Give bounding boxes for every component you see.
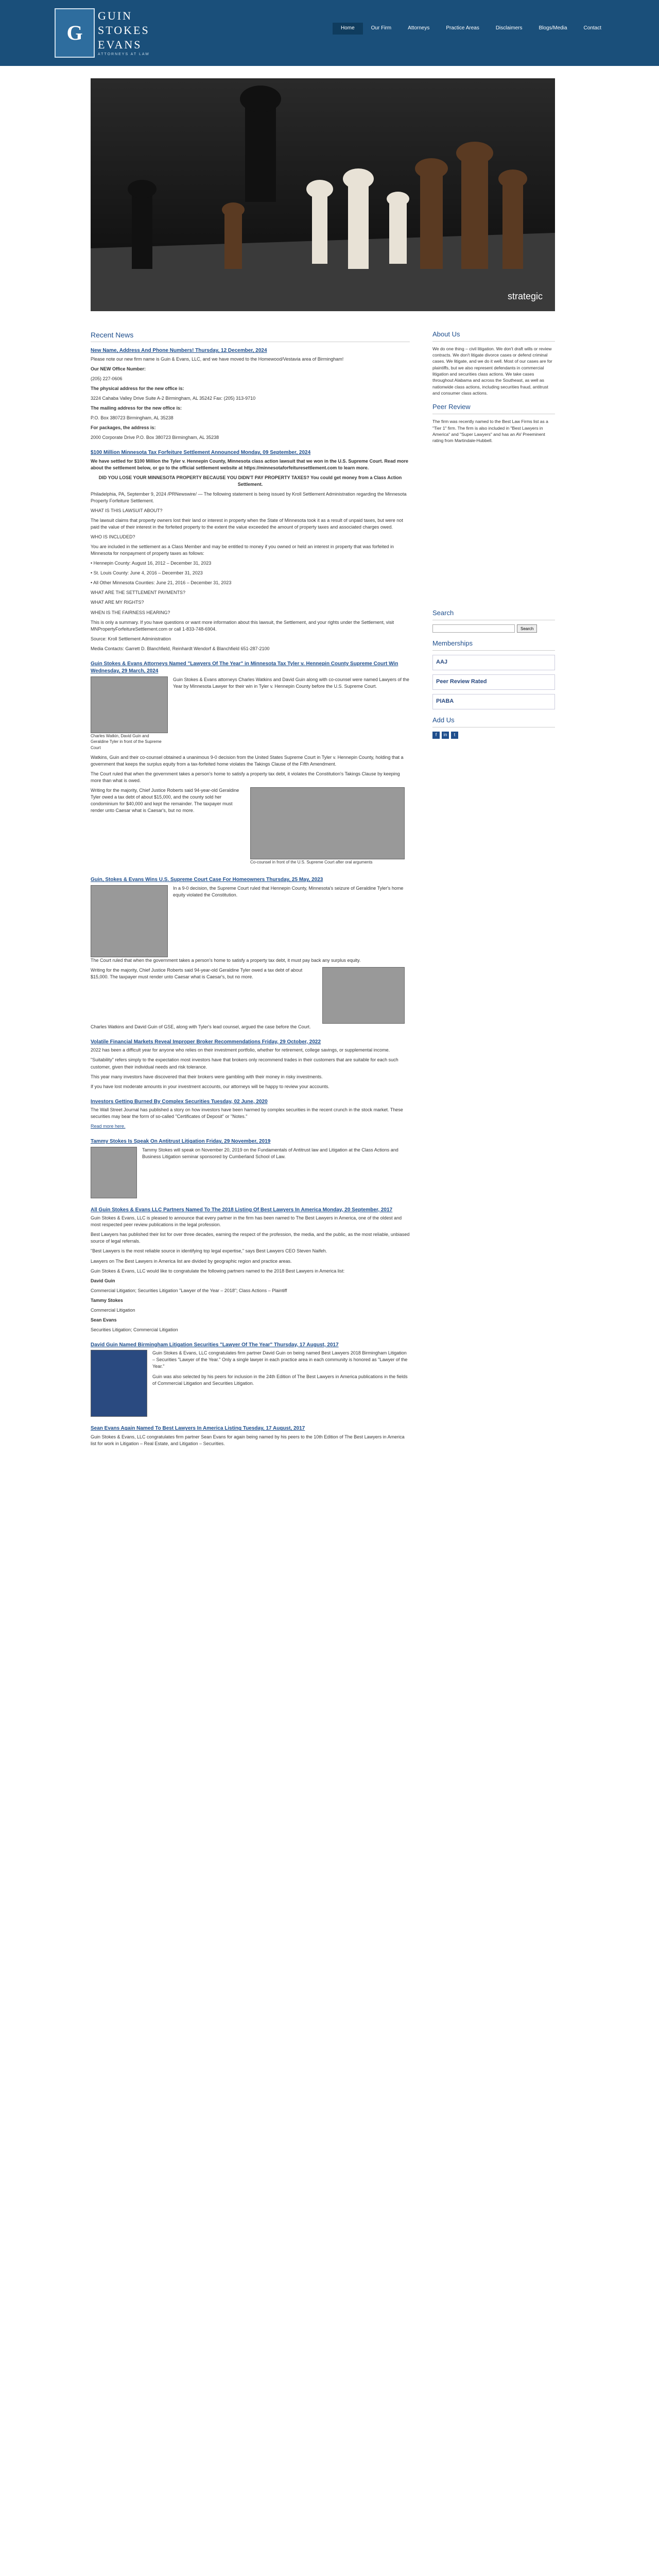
post-photo-block	[250, 787, 405, 869]
logo-line-3: EVANS	[98, 38, 142, 51]
post-heading: The mailing address for the new office is:	[91, 405, 182, 411]
site-header	[0, 0, 659, 66]
post-paragraph: Guin Stokes & Evans, LLC congratulates firm partner Sean Evans for again being named by his peers to the 10th Edition of The Best Lawyers in America list for work in Litigation – Real Estate, and Litigation – Securities.	[91, 1434, 405, 1446]
post-paragraph: Guin Stokes & Evans attorneys Charles Watkins and David Guin along with co-counsel were named Lawyers of the Year by Minnesota Lawyer for their win in Tyler v. Hennepin County before the U.S. Supreme Court.	[173, 676, 409, 689]
post-contacts: Media Contacts: Garrett D. Blanchfield, Reinhardt Wendorf & Blanchfield 651-287-2100	[91, 646, 270, 651]
attorney-areas: Commercial Litigation	[91, 1307, 135, 1313]
post-subheading: WHEN IS THE FAIRNESS HEARING?	[91, 609, 170, 615]
peer-review-badge: Peer Review Rated	[432, 674, 555, 690]
post-heading: For packages, the address is:	[91, 425, 156, 431]
news-post	[91, 876, 410, 1030]
supreme-court-building-photo	[91, 885, 168, 957]
post-media-row	[91, 967, 410, 1024]
attorney-areas: Commercial Litigation; Securities Litigation "Lawyer of the Year – 2018"; Class Actions – Plaintiff	[91, 1287, 287, 1293]
linkedin-icon[interactable]: in	[442, 732, 449, 739]
post-media-row	[91, 1147, 410, 1198]
attorney-name: Sean Evans	[91, 1317, 117, 1323]
recent-news-title: Recent News	[91, 330, 410, 342]
chess-illustration	[91, 78, 555, 311]
tammy-stokes-photo	[91, 1147, 137, 1198]
post-title-link[interactable]: David Guin Named Birmingham Litigation Securities "Lawyer Of The Year" Thursday, 17 August, 2017	[91, 1342, 339, 1348]
post-paragraph: (205) 227-0606	[91, 376, 123, 381]
post-paragraph: "Suitability" refers simply to the expectation most investors have that brokers only recommend trades in their customers that are suitable for each such customer, given their individual needs and risk tolerance.	[91, 1057, 398, 1070]
nav-practice-areas[interactable]: Practice Areas	[446, 25, 479, 31]
twitter-icon[interactable]: t	[451, 732, 458, 739]
post-paragraph: We have settled for $100 Million the Tyler v. Hennepin County, Minnesota class action lawsuit that we won in the U.S. Supreme Court. Read more about the settlement below, or go to the official settlement website at https://minnesotaforfeituresettlement.com to learn more.	[91, 458, 408, 470]
post-paragraph: 2000 Corporate Drive P.O. Box 380723 Birmingham, AL 35238	[91, 435, 219, 440]
search-input[interactable]	[432, 624, 515, 633]
post-source: Source: Kroll Settlement Administration	[91, 636, 171, 641]
post-photo-block	[91, 676, 168, 754]
aaj-badge: AAJ	[432, 655, 555, 670]
post-paragraph: Best Lawyers has published their list for over three decades, earning the respect of the profession, the media, and the public, as the most reliable, unbiased source of legal referrals.	[91, 1232, 410, 1244]
about-text: We do one thing – civil litigation. We don't draft wills or review contracts. We don't litigate divorce cases or defend criminal cases. We litigate, and we do it well. Most of our cases are for plaintiffs, but we also represent defendants in commercial litigation and securities class actions. We take cases throughout Alabama and across the Southeast, as well as nationwide class actions, including securities fraud, antitrust and consumer class actions.	[432, 346, 552, 396]
news-post	[91, 1039, 410, 1090]
logo-text	[98, 9, 150, 57]
search-title: Search	[432, 608, 555, 620]
post-media-row	[91, 787, 410, 869]
post-paragraph: Guin Stokes & Evans, LLC is pleased to announce that every partner in the firm has been named to The Best Lawyers in America, one of the oldest and most respected peer review publications in the legal profession.	[91, 1215, 402, 1228]
post-heading: The physical address for the new office is:	[91, 385, 184, 391]
facebook-icon[interactable]: f	[432, 732, 440, 739]
post-title-link[interactable]: Sean Evans Again Named To Best Lawyers In America Listing Tuesday, 17 August, 2017	[91, 1426, 305, 1432]
post-paragraph: Writing for the majority, Chief Justice Roberts said 94-year-old Geraldine Tyler owed a tax debt of about $15,000, and the county sold her condominium for $40,000 and kept the remainder. The taxpayer must render unto Caesar what is Caesar's, but no more.	[91, 787, 239, 813]
nav-our-firm[interactable]: Our Firm	[371, 25, 392, 31]
nav-disclaimers[interactable]: Disclaimers	[495, 25, 523, 31]
post-paragraph: Please note our new firm name is Guin & Evans, LLC, and we have moved to the Homewood/Vestavia area of Birmingham!	[91, 356, 344, 362]
post-paragraph: This is only a summary. If you have questions or want more information about this lawsuit, the Settlement, and your rights under the Settlement, visit MNPropertyForfeitureSettlement.com or call 1-833-748-6904.	[91, 619, 394, 632]
photo-caption: Charles Watkin, David Guin and Geraldine Tyler in front of the Supreme Court	[91, 733, 162, 750]
logo-line-2: STOKES	[98, 23, 150, 37]
post-paragraph: Guin Stokes & Evans, LLC congratulates firm partner David Guin on being named Best Lawyers 2018 Birmingham Litigation – Securities "Lawyer of the Year." Only a single lawyer in each practice area in each community is honored as "Lawyer of the Year."	[152, 1350, 408, 1369]
news-post	[91, 1207, 410, 1333]
post-title-link[interactable]: Guin, Stokes & Evans Wins U.S. Supreme Court Case For Homeowners Thursday, 25 May, 2023	[91, 877, 323, 883]
post-title-link[interactable]: All Guin Stokes & Evans LLC Partners Named To The 2018 Listing Of Best Lawyers In America Monday, 20 September, 2017	[91, 1207, 393, 1213]
post-paragraph: The Court ruled that when the government takes a person's home to satisfy a property tax debt, it must pay back any surplus equity.	[91, 957, 361, 963]
post-paragraph: Watkins, Guin and their co-counsel obtained a unanimous 9-0 decision from the United States Supreme Court in Tyler v. Hennepin County, holding that a government that keeps the surplus equity from a tax-forfeited home violates the Takings Clause of the Fifth Amendment.	[91, 754, 404, 767]
piaba-badge: PIABA	[432, 694, 555, 709]
nav-blogs-media[interactable]: Blogs/Media	[539, 25, 567, 31]
nav-contact[interactable]: Contact	[583, 25, 601, 31]
post-paragraph: "Best Lawyers is the most reliable source in identifying top legal expertise," says Best Lawyers CEO Steven Naifeh.	[91, 1248, 327, 1254]
hero-caption: strategic	[507, 291, 543, 301]
news-post	[91, 347, 410, 441]
attorney-name: David Guin	[91, 1278, 115, 1283]
hero-image	[91, 78, 555, 311]
peer-review-text: The firm was recently named to the Best Law Firms list as a "Tier 1" firm. The firm is also included in "Best Lawyers in America" and "Super Lawyers" and has an AV Preeminent rating from Martindale-Hubbell.	[432, 419, 548, 444]
news-post	[91, 660, 410, 869]
post-paragraph: Lawyers on The Best Lawyers in America list are divided by geographic region and practice areas.	[91, 1258, 292, 1264]
peer-review-title: Peer Review	[432, 402, 555, 414]
post-list-item: • Hennepin County: August 16, 2012 – December 31, 2023	[91, 561, 212, 566]
post-paragraph: This year many investors have discovered that their brokers were gambling with their money in risky investments.	[91, 1074, 323, 1079]
post-paragraph: Writing for the majority, Chief Justice Roberts said 94-year-old Geraldine Tyler owed a tax debt of about $15,000. The taxpayer must render unto Caesar what is Caesar's, but no more.	[91, 967, 303, 979]
main-content	[91, 330, 410, 1455]
add-us-title: Add Us	[432, 716, 555, 727]
news-post	[91, 1098, 410, 1130]
post-paragraph: Charles Watkins and David Guin of GSE, along with Tyler's lead counsel, argued the case before the Court.	[91, 1024, 311, 1029]
post-paragraph: Guin Stokes & Evans, LLC would like to congratulate the following partners named to the 2018 Best Lawyers in America list:	[91, 1268, 345, 1274]
post-paragraph: The Wall Street Journal has published a story on how investors have been harmed by complex securities in the recent crunch in the stock market. These securities may bear the form of so-called "Certificates of Deposit" or "Notes."	[91, 1107, 403, 1120]
post-text-column	[152, 1350, 410, 1417]
post-paragraph: In a 9-0 decision, the Supreme Court ruled that Hennepin County, Minnesota's seizure of Geraldine Tyler's home equity violated the Constitution.	[173, 885, 404, 897]
main-nav	[333, 23, 610, 35]
logo-mark	[55, 8, 95, 58]
post-paragraph: 2022 has been a difficult year for anyone who relies on their investment portfolio, whether for retirement, college savings, or supplemental income.	[91, 1047, 390, 1053]
sidebar	[432, 330, 555, 739]
post-title-link[interactable]: Volatile Financial Markets Reveal Improper Broker Recommendations Friday, 29 October, 2022	[91, 1039, 321, 1045]
logo-tagline: ATTORNEYS AT LAW	[98, 52, 150, 56]
post-title-link[interactable]: New Name, Address And Phone Numbers! Thursday, 12 December, 2024	[91, 348, 267, 354]
post-paragraph: The lawsuit claims that property owners lost their land or interest in property when the State of Minnesota took it as a result of unpaid taxes, but were not paid the value of their interest in the forfeited property to the extent the value exceeded the amount of property taxes and associated charges owed.	[91, 518, 403, 530]
post-title-link[interactable]: Guin Stokes & Evans Attorneys Named "Lawyers Of The Year" in Minnesota Tax Tyler v. Hennepin County Supreme Court Win Wednesday, 29 March, 2024	[91, 660, 398, 674]
post-media-row	[91, 1350, 410, 1417]
post-subheading: WHAT IS THIS LAWSUIT ABOUT?	[91, 508, 163, 513]
search-form	[432, 624, 555, 633]
post-subheading: WHAT ARE MY RIGHTS?	[91, 600, 144, 605]
nav-attorneys[interactable]: Attorneys	[408, 25, 430, 31]
nav-home[interactable]: Home	[333, 23, 363, 35]
post-media-row	[91, 885, 410, 957]
memberships-title: Memberships	[432, 639, 555, 651]
best-lawyers-award-image	[91, 1350, 147, 1417]
attorneys-photo	[322, 967, 405, 1024]
sidebar-spacer	[432, 448, 555, 602]
attorney-name: Tammy Stokes	[91, 1297, 123, 1303]
attorneys-photo	[91, 676, 168, 733]
post-media-row	[91, 676, 410, 754]
post-paragraph: Guin was also selected by his peers for inclusion in the 24th Edition of The Best Lawyers in America publications in the fields of Commercial Litigation and Securities Litigation.	[152, 1374, 408, 1386]
social-links	[432, 732, 555, 739]
post-paragraph: 3224 Cahaba Valley Drive Suite A-2 Birmingham, AL 35242 Fax: (205) 313-9710	[91, 395, 256, 401]
post-paragraph: You are included in the settlement as a Class Member and may be entitled to money if you owned or held an interest in property that was forfeited in Minnesota for nonpayment of property taxes as follows:	[91, 544, 394, 556]
news-post	[91, 1138, 410, 1198]
post-list-item: • St. Louis County: June 4, 2016 – December 31, 2023	[91, 570, 203, 576]
search-button[interactable]: Search	[517, 624, 537, 633]
post-title-link[interactable]: $100 Million Minnesota Tax Forfeiture Settlement Announced Monday, 09 September, 2024	[91, 450, 311, 456]
photo-caption: Co-counsel in front of the U.S. Supreme Court after oral arguments	[250, 859, 373, 865]
news-post	[91, 449, 410, 652]
read-more-link[interactable]: Read more here.	[91, 1124, 126, 1129]
post-paragraph: The Court ruled that when the government takes a person's home to satisfy a property tax debt, it violates the Constitution's Takings Clause by keeping more than what is owed.	[91, 771, 400, 783]
post-subheading: WHAT ARE THE SETTLEMENT PAYMENTS?	[91, 590, 186, 596]
about-title: About Us	[432, 330, 555, 342]
post-paragraph: Philadelphia, PA, September 9, 2024 /PRNewswire/ — The following statement is being issued by Kroll Settlement Administration regarding the Minnesota Property Forfeiture Settlement.	[91, 491, 407, 503]
site-logo[interactable]	[55, 8, 150, 58]
post-heading: Our NEW Office Number:	[91, 366, 146, 371]
logo-letter: G	[66, 21, 83, 44]
news-post	[91, 1425, 410, 1447]
attorney-areas: Securities Litigation; Commercial Litigation	[91, 1327, 178, 1332]
post-paragraph: Tammy Stokes will speak on November 20, 2019 on the Fundamentals of Antitrust law and Litigation at the Class Actions and Business Litigation seminar sponsored by Cumberland School of Law.	[142, 1147, 398, 1159]
post-list-item: • All Other Minnesota Counties: June 21, 2016 – December 31, 2023	[91, 580, 232, 586]
post-paragraph: P.O. Box 380723 Birmingham, AL 35238	[91, 415, 174, 421]
supreme-court-photo	[250, 787, 405, 859]
logo-line-1: GUIN	[98, 9, 132, 22]
post-title-link[interactable]: Tammy Stokes Is Speak On Antitrust Litigation Friday, 29 November, 2019	[91, 1139, 271, 1145]
post-paragraph: If you have lost moderate amounts in your investment accounts, our attorneys will be happy to review your accounts.	[91, 1083, 330, 1089]
post-title-link[interactable]: Investors Getting Burned By Complex Securities Tuesday, 02 June, 2020	[91, 1098, 268, 1105]
news-post	[91, 1342, 410, 1417]
post-callout: DID YOU LOSE YOUR MINNESOTA PROPERTY BECAUSE YOU DIDN'T PAY PROPERTY TAXES? You could get money from a Class Action Settlement.	[98, 474, 402, 487]
post-subheading: WHO IS INCLUDED?	[91, 534, 135, 540]
